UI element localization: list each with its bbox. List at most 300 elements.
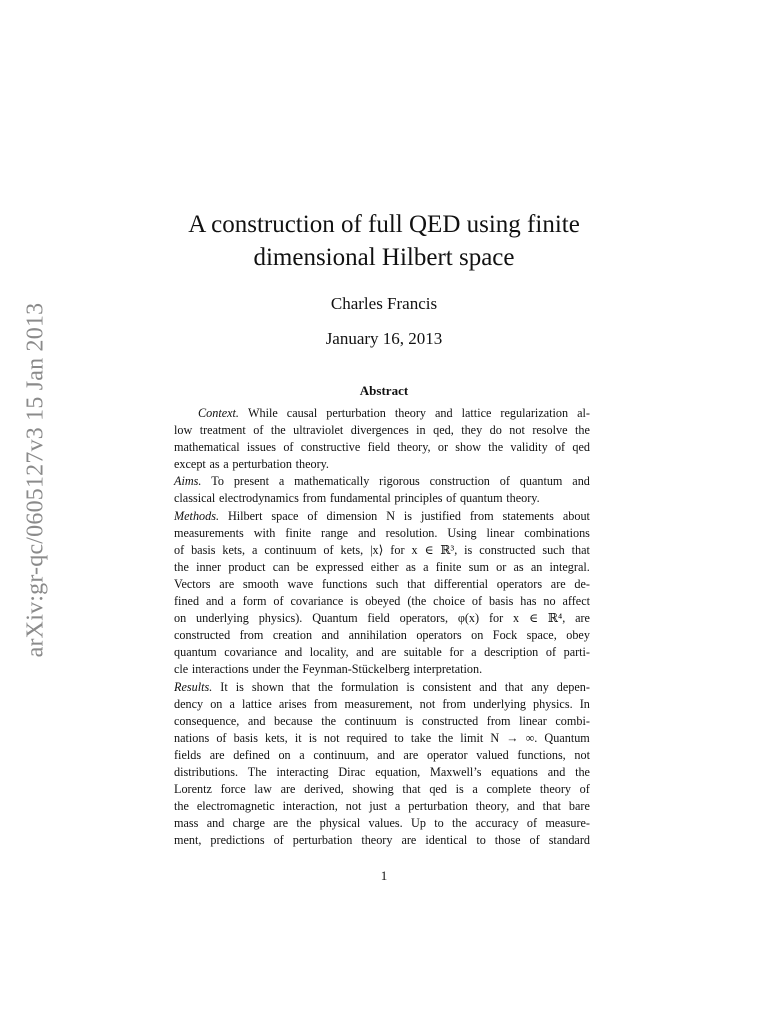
abstract-line xyxy=(174,747,590,764)
abstract-word: accuracy xyxy=(475,816,519,831)
abstract-word: to xyxy=(476,833,486,848)
abstract-word: the xyxy=(321,713,337,728)
abstract-word: measure- xyxy=(545,816,590,831)
abstract-word: the xyxy=(317,679,333,694)
abstract-word: theory. xyxy=(506,491,540,506)
abstract-word: issues xyxy=(246,440,277,455)
abstract-word: theory, xyxy=(397,440,431,455)
abstract-word: validity xyxy=(510,440,548,455)
abstract-word: wave xyxy=(287,576,314,591)
abstract-word: or xyxy=(496,559,507,574)
abstract-word: perturbation xyxy=(292,833,353,848)
abstract-word: construction xyxy=(429,474,490,489)
abstract-word: are xyxy=(575,611,590,626)
abstract-word: covariance xyxy=(224,645,278,660)
abstract-word: physical xyxy=(319,816,361,831)
abstract-word: is xyxy=(308,730,317,745)
abstract-word: a xyxy=(423,559,429,574)
abstract-line xyxy=(174,542,590,559)
abstract-word: that xyxy=(504,679,524,694)
abstract-word: constructive xyxy=(300,440,361,455)
abstract-word: take xyxy=(410,730,432,745)
abstract-word: underlying xyxy=(196,611,249,626)
abstract-word: of xyxy=(499,474,510,489)
abstract-word: that xyxy=(571,542,590,557)
abstract-word: of xyxy=(174,542,185,557)
abstract-heading: Abstract xyxy=(359,383,409,398)
abstract-word: formulation xyxy=(340,679,399,694)
abstract-word: Maxwell’s xyxy=(430,764,482,779)
abstract-word: are xyxy=(403,747,419,762)
abstract-word: Hilbert xyxy=(227,508,263,523)
abstract-word: a xyxy=(471,645,477,660)
abstract-word: dency xyxy=(174,696,204,711)
abstract-word: of xyxy=(273,833,284,848)
abstract-word: measurements xyxy=(174,525,244,540)
abstract-word: locality, xyxy=(309,645,349,660)
abstract-word: fields xyxy=(174,747,202,762)
abstract-word: not xyxy=(345,799,362,814)
abstract-word: is xyxy=(455,782,464,797)
abstract-word: and xyxy=(435,406,453,420)
abstract-word: is xyxy=(406,679,415,694)
abstract-word: operators xyxy=(416,628,462,643)
abstract-word: is xyxy=(464,542,473,557)
abstract-word: of xyxy=(216,730,227,745)
arxiv-identifier-stamp: arXiv:gr-qc/0605127v3 15 Jan 2013 xyxy=(22,302,49,658)
abstract-word: constructed xyxy=(422,713,479,728)
abstract-word: range xyxy=(321,525,349,540)
abstract-word: Dirac xyxy=(338,764,366,779)
abstract-word: N xyxy=(386,508,395,523)
abstract-word: are xyxy=(209,747,225,762)
abstract-word: and xyxy=(284,645,303,660)
abstract-word: While xyxy=(247,406,278,420)
abstract-word: divergences xyxy=(350,423,409,438)
abstract-word: consequence, xyxy=(174,713,240,728)
abstract-word: with xyxy=(253,525,276,540)
abstract-word: of xyxy=(273,594,284,609)
abstract-word: To xyxy=(211,474,224,489)
abstract-word: no xyxy=(543,594,556,609)
abstract-word: valued xyxy=(476,747,509,762)
abstract-word: kets, xyxy=(265,730,288,745)
abstract-word: space, xyxy=(526,628,557,643)
abstract-word: physics. xyxy=(533,696,573,711)
abstract-word: affect xyxy=(562,594,590,609)
abstract-word: treatment xyxy=(199,423,246,438)
abstract-word: theory xyxy=(361,833,393,848)
abstract-word: are xyxy=(280,782,296,797)
abstract-word: finite xyxy=(435,559,462,574)
abstract-word: of xyxy=(283,440,294,455)
abstract-word: of xyxy=(526,816,538,831)
abstract-word: dimension xyxy=(326,508,378,523)
abstract-word: qed, xyxy=(433,423,454,438)
abstract-word: defined xyxy=(233,747,270,762)
abstract-word: description xyxy=(484,645,539,660)
abstract-word: standard xyxy=(548,833,590,848)
abstract-word: on xyxy=(210,696,223,711)
abstract-word: it xyxy=(294,730,302,745)
abstract-word: expressed xyxy=(315,559,364,574)
abstract-word: sum xyxy=(468,559,489,574)
abstract-word: underlying xyxy=(473,696,526,711)
abstract-word: for xyxy=(488,611,504,626)
abstract-word: → xyxy=(506,730,519,745)
abstract-line xyxy=(174,679,590,696)
abstract-line xyxy=(174,439,590,456)
abstract-word: principles xyxy=(394,491,443,506)
abstract-word: continuum, xyxy=(313,747,369,762)
abstract-word: the xyxy=(574,423,590,438)
abstract-word: except xyxy=(174,457,206,472)
abstract-word: as xyxy=(405,559,416,574)
abstract-word: the xyxy=(270,423,286,438)
abstract-word: and xyxy=(321,628,340,643)
abstract-word: is xyxy=(350,594,359,609)
paper-title xyxy=(0,208,768,274)
abstract-line xyxy=(174,764,590,781)
abstract-word: constructed xyxy=(479,542,536,557)
abstract-word: fined xyxy=(174,594,200,609)
abstract-word: the xyxy=(174,799,189,814)
abstract-word: al- xyxy=(577,406,590,420)
abstract-word: the xyxy=(452,816,467,831)
abstract-line xyxy=(174,508,590,525)
abstract-line xyxy=(174,832,590,849)
abstract-word: causal xyxy=(286,406,318,420)
abstract-word: theory. xyxy=(295,457,329,472)
abstract-word: from xyxy=(469,508,494,523)
abstract-word: parti- xyxy=(563,645,590,660)
abstract-line xyxy=(174,593,590,610)
abstract-word: lattice xyxy=(461,406,492,420)
abstract-word: quantum xyxy=(459,491,503,506)
abstract-word: x xyxy=(513,611,520,626)
abstract-word: either xyxy=(370,559,399,574)
abstract-word: the xyxy=(575,764,590,779)
abstract-word: electromagnetic xyxy=(196,799,275,814)
abstract-word: smooth xyxy=(242,576,279,591)
abstract-word: the xyxy=(283,662,299,677)
abstract-word: and xyxy=(358,525,376,540)
abstract-word: and xyxy=(547,764,566,779)
abstract-word: of xyxy=(253,423,264,438)
abstract-word: such xyxy=(376,576,399,591)
abstract-word: on xyxy=(174,611,187,626)
abstract-word: quantum xyxy=(174,645,217,660)
abstract-word: is xyxy=(235,679,244,694)
abstract-word: are xyxy=(401,833,417,848)
abstract-word: space xyxy=(271,508,299,523)
title-line: dimensional Hilbert space xyxy=(253,244,515,271)
abstract-word: ℝ⁴, xyxy=(547,611,566,626)
abstract-word: depen- xyxy=(556,679,590,694)
abstract-word: theory xyxy=(394,406,426,420)
abstract-word: a xyxy=(251,542,258,557)
page-number: 1 xyxy=(380,868,388,883)
abstract-word: perturbation xyxy=(326,406,386,420)
abstract-word: obey xyxy=(566,628,590,643)
abstract-word: as xyxy=(513,559,524,574)
abstract-word: interaction, xyxy=(282,799,338,814)
abstract-word: Using xyxy=(447,525,477,540)
abstract-word: functions xyxy=(321,576,368,591)
abstract-word: functions, xyxy=(517,747,566,762)
abstract-line xyxy=(174,661,590,678)
abstract-word: not xyxy=(419,696,436,711)
abstract-word: continuum xyxy=(264,542,317,557)
abstract-word: that xyxy=(402,782,421,797)
abstract-word: rigorous xyxy=(379,474,420,489)
abstract-word: a xyxy=(472,782,478,797)
abstract-word: combinations xyxy=(524,525,590,540)
abstract-word: from xyxy=(302,491,327,506)
abstract-word: equations xyxy=(491,764,538,779)
abstract-word: x xyxy=(411,542,418,557)
abstract-word: identical xyxy=(425,833,468,848)
abstract-word: derived, xyxy=(304,782,344,797)
abstract-word: Quantum xyxy=(544,730,590,745)
abstract-word: are xyxy=(219,576,235,591)
abstract-word: covariance xyxy=(290,594,344,609)
abstract-word: operators xyxy=(496,576,543,591)
abstract-word: Quantum xyxy=(312,611,358,626)
abstract-word: of xyxy=(545,645,557,660)
abstract-word: operator xyxy=(426,747,468,762)
abstract-word: operators, xyxy=(399,611,448,626)
abstract-word: product xyxy=(228,559,266,574)
abstract-word: is xyxy=(403,508,413,523)
abstract-word: statements xyxy=(502,508,554,523)
abstract-word: integral. xyxy=(549,559,590,574)
abstract-word: de- xyxy=(574,576,590,591)
abstract-word: theory xyxy=(539,782,571,797)
abstract-word: creation xyxy=(272,628,313,643)
abstract-line xyxy=(174,405,590,422)
abstract-word: justified xyxy=(420,508,461,523)
abstract-word: ∈ xyxy=(424,542,434,557)
abstract-word: on xyxy=(278,747,291,762)
abstract-word: a xyxy=(229,696,235,711)
abstract-word: not xyxy=(509,423,525,438)
abstract-word: a xyxy=(278,474,285,489)
abstract-word: law xyxy=(254,782,272,797)
abstract-word: of xyxy=(323,542,334,557)
abstract-word: and xyxy=(572,474,590,489)
abstract-word: show xyxy=(455,440,481,455)
abstract-line xyxy=(174,559,590,576)
abstract-word: Lorentz xyxy=(174,782,212,797)
abstract-word: is xyxy=(405,713,414,728)
abstract-word: a xyxy=(394,799,401,814)
abstract-word: and xyxy=(479,679,497,694)
abstract-word: an xyxy=(530,559,543,574)
abstract-word: to xyxy=(394,730,404,745)
abstract-word: cle xyxy=(174,662,189,677)
abstract-section-label: Context. xyxy=(198,406,239,420)
abstract-word: interactions xyxy=(191,662,249,677)
abstract-word: the xyxy=(438,730,454,745)
abstract-word: a xyxy=(223,457,229,472)
abstract-word: and xyxy=(206,816,225,831)
abstract-word: required xyxy=(346,730,388,745)
abstract-word: The xyxy=(247,764,267,779)
abstract-word: those xyxy=(494,833,521,848)
abstract-word: such xyxy=(542,542,565,557)
abstract-word: for xyxy=(390,542,405,557)
abstract-word: in xyxy=(416,423,426,438)
abstract-word: qed xyxy=(429,782,447,797)
abstract-word: mass xyxy=(174,816,199,831)
abstract-word: differential xyxy=(434,576,488,591)
abstract-word: equation, xyxy=(375,764,421,779)
abstract-word: ℝ³, xyxy=(440,542,458,557)
abstract-line xyxy=(174,696,590,713)
abstract-word: can xyxy=(272,559,290,574)
abstract-line xyxy=(174,730,590,747)
abstract-word: |x⟩ xyxy=(370,542,384,557)
abstract-word: lattice xyxy=(242,696,272,711)
abstract-word: shown xyxy=(251,679,284,694)
abstract-word: linear xyxy=(486,525,515,540)
abstract-word: about xyxy=(562,508,590,523)
abstract-word: complete xyxy=(486,782,532,797)
abstract-word: low xyxy=(174,423,193,438)
author-name: Charles Francis xyxy=(330,294,438,313)
abstract-word: quantum xyxy=(519,474,563,489)
abstract-word: ∞. xyxy=(525,730,538,745)
abstract-word: fundamental xyxy=(329,491,391,506)
abstract-line xyxy=(174,576,590,593)
abstract-word: any xyxy=(531,679,549,694)
abstract-word: electrodynamics xyxy=(218,491,299,506)
abstract-word: just xyxy=(369,799,387,814)
abstract-word: suitable xyxy=(403,645,442,660)
abstract-word: resolve xyxy=(532,423,568,438)
abstract-body xyxy=(174,405,590,849)
abstract-word: not xyxy=(574,747,590,762)
abstract-word: physics). xyxy=(258,611,303,626)
abstract-word: nations xyxy=(174,730,210,745)
abstract-word: a xyxy=(299,747,305,762)
abstract-word: not xyxy=(323,730,340,745)
abstract-word: of xyxy=(307,508,318,523)
abstract-word: that xyxy=(291,679,310,694)
abstract-word: It xyxy=(220,679,228,694)
abstract-word: charge xyxy=(232,816,265,831)
abstract-word: and xyxy=(205,594,224,609)
abstract-word: Up xyxy=(411,816,426,831)
abstract-word: and xyxy=(517,799,535,814)
abstract-line xyxy=(174,490,590,507)
abstract-word: bare xyxy=(568,799,590,814)
abstract-word: perturbation xyxy=(408,799,468,814)
abstract-word: has xyxy=(520,594,537,609)
abstract-word: under xyxy=(252,662,281,677)
abstract-word: are xyxy=(381,645,397,660)
abstract-word: constructed xyxy=(174,628,231,643)
abstract-word: kets, xyxy=(222,542,246,557)
abstract-word: from xyxy=(313,696,338,711)
abstract-line xyxy=(174,713,590,730)
abstract-word: arises xyxy=(278,696,307,711)
abstract-word: and xyxy=(247,713,266,728)
abstract-word: regularization xyxy=(500,406,569,420)
abstract-word: from xyxy=(442,696,467,711)
abstract-word: that xyxy=(407,576,426,591)
abstract-word: of xyxy=(554,440,566,455)
abstract-word: interpretation. xyxy=(413,662,483,677)
abstract-line xyxy=(174,473,590,490)
abstract-word: they xyxy=(461,423,483,438)
abstract-line xyxy=(174,610,590,627)
abstract-word: distributions. xyxy=(174,764,238,779)
abstract-line xyxy=(174,456,590,473)
abstract-word: a xyxy=(230,594,236,609)
abstract-section-label: Aims. xyxy=(174,474,202,489)
abstract-word: form xyxy=(242,594,267,609)
abstract-section-label: Methods. xyxy=(174,508,220,523)
title-line: A construction of full QED using finite xyxy=(188,211,580,238)
abstract-word: or xyxy=(437,440,448,455)
abstract-word: consistent xyxy=(422,679,472,694)
abstract-line xyxy=(174,422,590,439)
abstract-word: theory, xyxy=(475,799,510,814)
abstract-word: limit xyxy=(460,730,484,745)
abstract-line xyxy=(174,815,590,832)
abstract-word: the xyxy=(174,559,189,574)
abstract-word: of xyxy=(579,782,590,797)
abstract-word: In xyxy=(579,696,590,711)
abstract-line xyxy=(174,644,590,661)
abstract-section-label: Results. xyxy=(174,679,213,694)
abstract-word: on xyxy=(471,628,484,643)
abstract-word: and xyxy=(377,747,395,762)
abstract-line xyxy=(174,798,590,815)
abstract-word: inner xyxy=(196,559,222,574)
abstract-word: ultraviolet xyxy=(293,423,344,438)
abstract-word: continuum xyxy=(344,713,397,728)
abstract-word: resolution. xyxy=(385,525,438,540)
abstract-word: field xyxy=(367,611,390,626)
abstract-word: the xyxy=(488,440,504,455)
abstract-word: predictions xyxy=(210,833,265,848)
abstract-line xyxy=(174,627,590,644)
abstract-word: values. xyxy=(368,816,403,831)
abstract-word: because xyxy=(274,713,313,728)
abstract-word: of xyxy=(446,491,457,506)
abstract-word: of xyxy=(471,594,483,609)
abstract-word: (the xyxy=(407,594,427,609)
abstract-word: force xyxy=(220,782,246,797)
abstract-word: obeyed xyxy=(365,594,401,609)
abstract-word: N xyxy=(490,730,500,745)
abstract-word: Fock xyxy=(492,628,518,643)
abstract-word: are xyxy=(273,816,289,831)
abstract-line xyxy=(174,781,590,798)
abstract-word: field xyxy=(367,440,390,455)
abstract-word: perturbation xyxy=(232,457,292,472)
abstract-word: basis xyxy=(488,594,514,609)
abstract-word: basis xyxy=(191,542,216,557)
abstract-word: kets, xyxy=(340,542,364,557)
abstract-word: choice xyxy=(433,594,465,609)
abstract-word: annihilation xyxy=(348,628,407,643)
abstract-word: classical xyxy=(174,491,216,506)
abstract-word: the xyxy=(296,816,312,831)
